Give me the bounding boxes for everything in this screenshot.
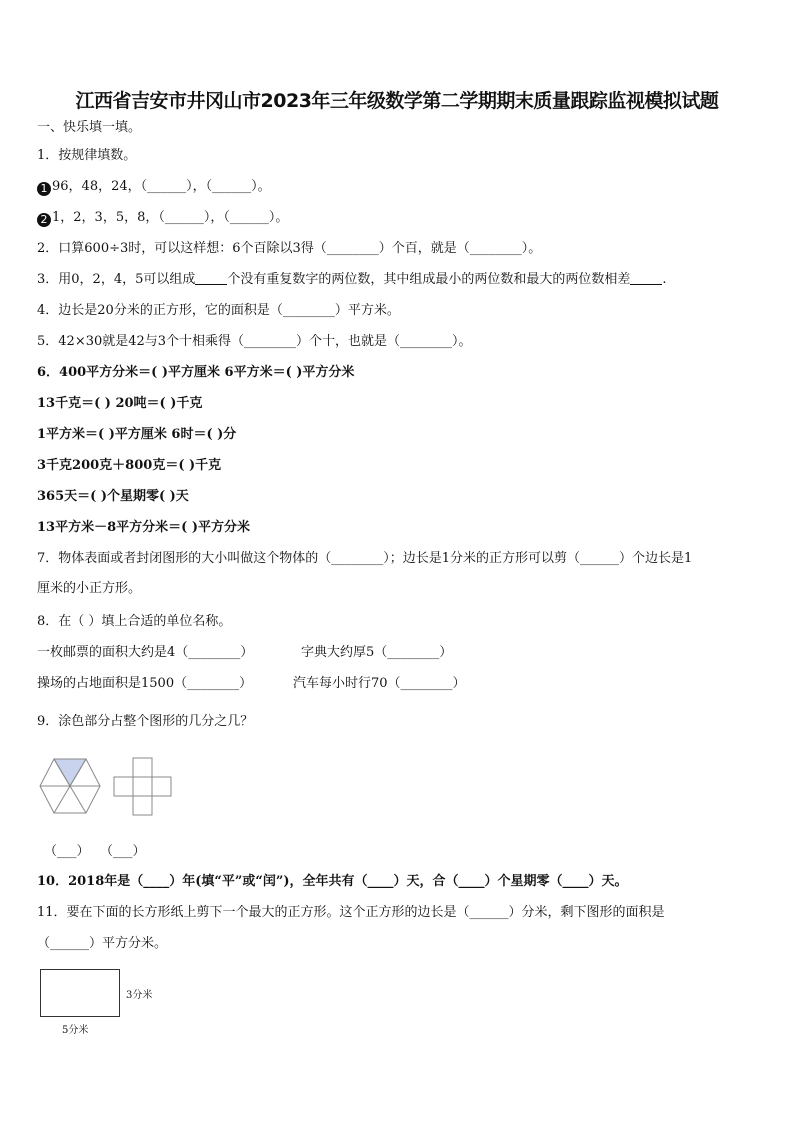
circled-2-icon: 2 <box>37 213 51 227</box>
q1-b <box>37 209 288 227</box>
q8-a: 一枚邮票的面积大约是4（________） <box>37 645 254 660</box>
q3-part1: 3．用0，2，4，5可以组成 <box>37 272 196 287</box>
page-title: 江西省吉安市井冈山市2023年三年级数学第二学期期末质量跟踪监视模拟试题 <box>75 90 719 112</box>
q6-line4: 3千克200克＋800克＝( )千克 <box>37 458 222 473</box>
cross-net-figure <box>113 757 173 817</box>
q6-line2: 13千克＝( ) 20吨＝( )千克 <box>37 396 203 411</box>
q9-blank1[interactable]: （___） <box>44 844 90 859</box>
q1-b-text: 1，2，3，5，8，（______），（______）。 <box>52 210 289 225</box>
q5-text: 5．42×30就是42与3个十相乘得（________）个十，也就是（________）。 <box>37 334 472 349</box>
q11-line2: （______）平方分米。 <box>37 936 168 951</box>
q2-text: 2．口算600÷3时，可以这样想：6个百除以3得（________）个百，就是（________）。 <box>37 241 542 256</box>
q8-text: 8．在（ ）填上合适的单位名称。 <box>37 614 232 629</box>
rect-height-label: 3分米 <box>126 990 153 1001</box>
section-heading: 一、快乐填一填。 <box>37 120 142 135</box>
rectangle-figure <box>40 969 122 1019</box>
q9-text: 9．涂色部分占整个图形的几分之几？ <box>37 714 254 729</box>
q6-line3: 1平方米＝( )平方厘米 6时＝( )分 <box>37 427 237 442</box>
rect-width-label: 5分米 <box>62 1025 89 1036</box>
q11-line1: 11．要在下面的长方形纸上剪下一个最大的正方形。这个正方形的边长是（______）分米，剩下图形的面积是 <box>37 905 665 920</box>
q6-line5: 365天＝( )个星期零( )天 <box>37 489 189 504</box>
q8-c: 操场的占地面积是1500（________） <box>37 676 253 691</box>
q4-text: 4．边长是20分米的正方形，它的面积是（________）平方米。 <box>37 303 400 318</box>
q1-text: 1．按规律填数。 <box>37 148 137 163</box>
q7-line1: 7．物体表面或者封闭图形的大小叫做这个物体的（________）；边长是1分米的正方形可以剪（______）个边长是1 <box>37 551 693 566</box>
q3-blank1[interactable] <box>195 271 227 285</box>
q10-text: 10．2018年是（____）年(填“平”或“闰”)，全年共有（____）天，合（____）个星期零（____）天。 <box>37 874 628 889</box>
q7-line2: 厘米的小正方形。 <box>37 581 142 596</box>
q6-line1: 6．400平方分米＝( )平方厘米 6平方米＝( )平方分米 <box>37 365 355 380</box>
q3-part2: 个没有重复数字的两位数，其中组成最小的两位数和最大的两位数相差 <box>227 272 631 287</box>
q6-line6: 13平方米－8平方分米＝( )平方分米 <box>37 520 250 535</box>
hexagon-figure <box>38 757 102 815</box>
q8-d: 汽车每小时行70（________） <box>293 676 466 691</box>
q3-text <box>37 271 667 289</box>
q3-part3: . <box>662 272 667 287</box>
q1-a <box>37 178 271 196</box>
q8-b: 字典大约厚5（________） <box>301 645 453 660</box>
q9-blank2[interactable]: （___） <box>100 844 146 859</box>
q3-blank2[interactable] <box>630 271 662 285</box>
q1-a-text: 96，48，24，（______），（______）。 <box>52 179 271 194</box>
circled-1-icon: 1 <box>37 182 51 196</box>
